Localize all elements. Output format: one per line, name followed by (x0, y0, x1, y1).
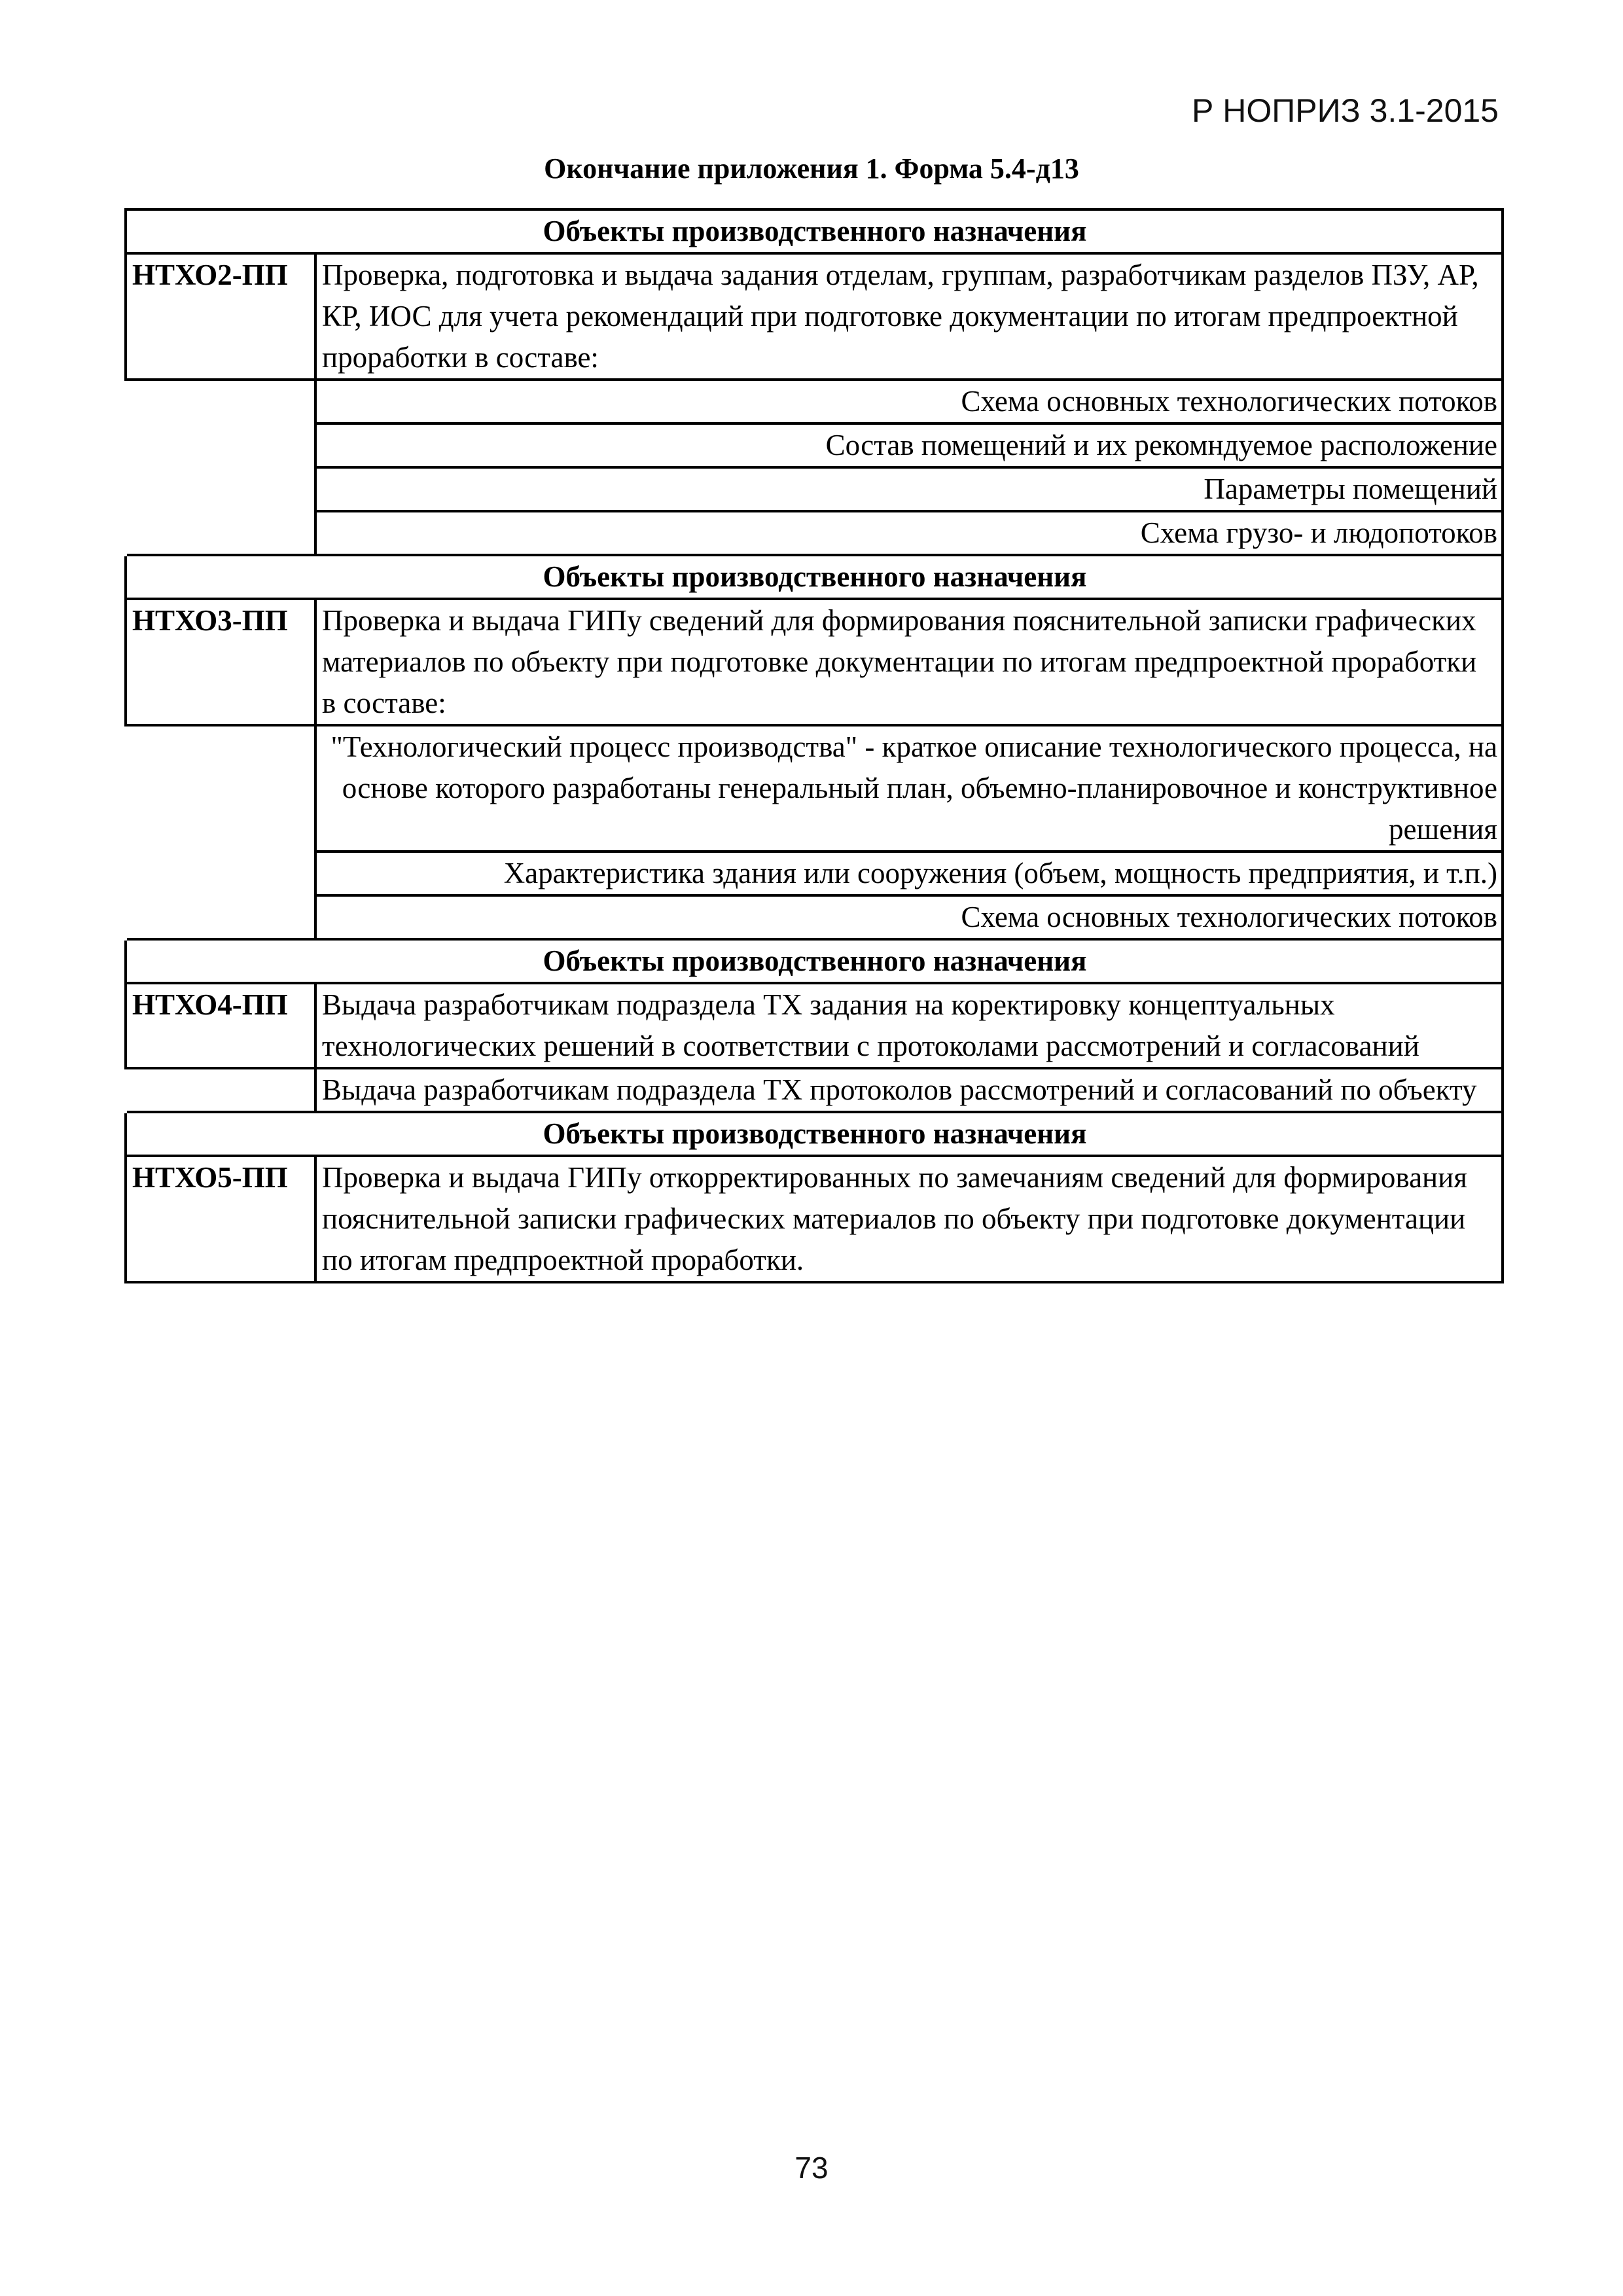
subitem-row (126, 895, 1503, 939)
section-heading: Объекты производственного назначения (126, 939, 1503, 983)
subitem-row (126, 380, 1503, 423)
item-code: НТХО2-ПП (126, 253, 315, 380)
section-heading-row (126, 209, 1503, 253)
empty-cell (126, 467, 315, 511)
subitem: Характеристика здания или сооружения (объем, мощность предприятия, и т.п.) (315, 852, 1503, 895)
empty-cell (126, 895, 315, 939)
subitem: Параметры помещений (315, 467, 1503, 511)
item-description: Проверка и выдача ГИПу откорректированных по замечаниям сведений для формирования пояснительной записки графических материалов по объекту при подготовке документации по итогам предпроектной проработки. (315, 1156, 1503, 1282)
section-heading-row (126, 555, 1503, 599)
item-code: НТХО4-ПП (126, 983, 315, 1068)
empty-cell (126, 423, 315, 467)
subitem-row (126, 423, 1503, 467)
item-description: Выдача разработчикам подраздела ТХ задания на коректировку концептуальных технологических решений в соответствии с протоколами рассмотрений и согласований (315, 983, 1503, 1068)
item-code: НТХО5-ПП (126, 1156, 315, 1282)
item-description: Проверка, подготовка и выдача задания отделам, группам, разработчикам разделов ПЗУ, АР, КР, ИОС для учета рекомендаций при подготовке документации по итогам предпроектной проработки в составе: (315, 253, 1503, 380)
item-code: НТХО3-ПП (126, 599, 315, 725)
subitem: Схема основных технологических потоков (315, 895, 1503, 939)
subitem: Схема грузо- и людопотоков (315, 511, 1503, 555)
empty-cell (126, 725, 315, 852)
page-number: 73 (794, 2151, 829, 2185)
empty-cell (126, 380, 315, 423)
subitem: Схема основных технологических потоков (315, 380, 1503, 423)
section-heading-row (126, 1112, 1503, 1156)
table-row (126, 1156, 1503, 1282)
table-row (126, 253, 1503, 380)
form-table (124, 208, 1504, 1283)
subitem-row (126, 467, 1503, 511)
subitem-row (126, 511, 1503, 555)
table-caption: Окончание приложения 1. Форма 5.4-д13 (544, 152, 1079, 185)
section-heading-row (126, 939, 1503, 983)
document-code: Р НОПРИЗ 3.1-2015 (1192, 92, 1499, 129)
section-heading: Объекты производственного назначения (126, 209, 1503, 253)
subitem: Выдача разработчикам подраздела ТХ протоколов рассмотрений и согласований по объекту (315, 1068, 1503, 1112)
subitem: Состав помещений и их рекомндуемое расположение (315, 423, 1503, 467)
subitem-row (126, 1068, 1503, 1112)
empty-cell (126, 852, 315, 895)
table-row (126, 983, 1503, 1068)
subitem-row (126, 725, 1503, 852)
empty-cell (126, 1068, 315, 1112)
section-heading: Объекты производственного назначения (126, 1112, 1503, 1156)
item-description: Проверка и выдача ГИПу сведений для формирования пояснительной записки графических материалов по объекту при подготовке документации по итогам предпроектной проработки в составе: (315, 599, 1503, 725)
empty-cell (126, 511, 315, 555)
subitem-row (126, 852, 1503, 895)
table-row (126, 599, 1503, 725)
section-heading: Объекты производственного назначения (126, 555, 1503, 599)
subitem: "Технологический процесс производства" - краткое описание технологического процесса, на основе которого разработаны генеральный план, объемно-планировочное и конструктивное решения (315, 725, 1503, 852)
